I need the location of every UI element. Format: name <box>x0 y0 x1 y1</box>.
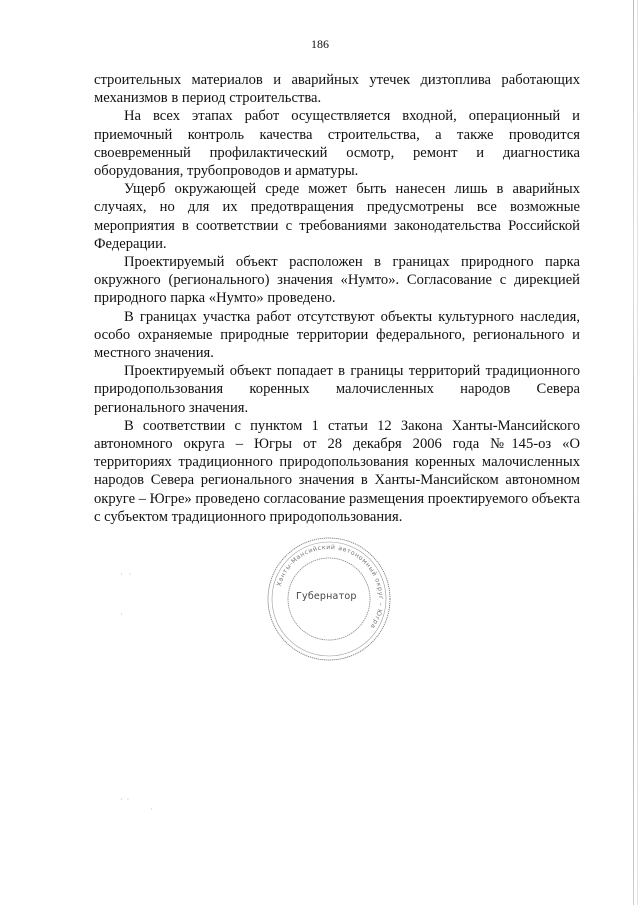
paragraph-continuation: строительных материалов и аварийных утечек дизтоплива работающих механизмов в период строительства. <box>94 72 580 107</box>
scan-speck: · · <box>120 795 130 804</box>
paragraph-traditional-land-use: Проектируемый объект попадает в границы территорий традиционного природопользования коренных малочисленных народов Севера регионального значения. <box>94 363 580 416</box>
paragraph-quality-control: На всех этапах работ осуществляется входной, операционный и приемочный контроль качества строительства, а также проводится своевременный профилактический осмотр, ремонт и диагностика оборудования, трубопроводов и арматуры. <box>94 108 580 180</box>
document-body <box>94 71 580 526</box>
paragraph-law-reference: В соответствии с пунктом 1 статьи 12 Закона Ханты-Мансийского автономного округа – Югры от 28 декабря 2006 года №145-оз «О территориях традиционного природопользования коренных малочисленных народов Севера регионального значения в Ханты-Мансийском автономном округе – Югре» проведено согласование размещения проектируемого объекта с субъектом традиционного природопользования. <box>94 417 580 525</box>
paragraph-cultural-heritage: В границах участка работ отсутствуют объекты культурного наследия, особо охраняемые природные территории федерального, регионального и местного значения. <box>94 308 580 362</box>
paragraph-environmental-damage: Ущерб окружающей среде может быть нанесен лишь в аварийных случаях, но для их предотвращения предусмотрены все возможные мероприятия в соответствии с требованиями законодательства Российской Федерации. <box>94 181 580 252</box>
scan-edge <box>633 0 634 905</box>
seal-center-label: Губернатор <box>296 591 357 602</box>
seal-ring-text: Ханты-Мансийский автономный округ – Югра <box>275 543 385 630</box>
paragraph-nature-park: Проектируемый объект расположен в границах природного парка окружного (регионального) значения «Нумто». Согласование с дирекцией природного парка «Нумто» проведено. <box>94 254 580 307</box>
page-number: 186 <box>311 37 329 51</box>
scan-speck: · · <box>120 570 132 579</box>
scan-speck: · <box>150 805 153 814</box>
scan-speck: · <box>120 610 123 619</box>
scan-edge-outer <box>637 0 638 905</box>
